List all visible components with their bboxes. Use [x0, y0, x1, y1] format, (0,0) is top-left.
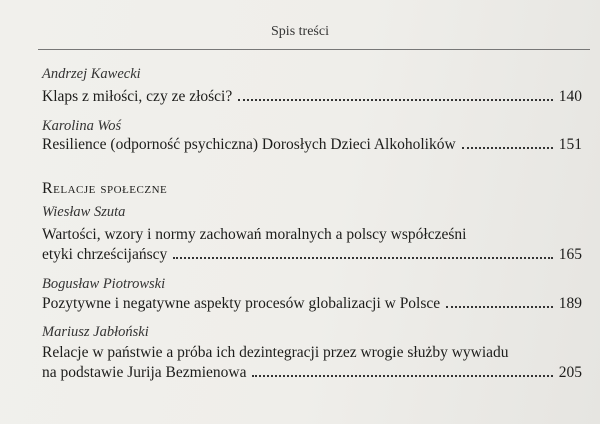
dot-leader	[252, 375, 552, 377]
toc-entry	[42, 246, 582, 264]
toc-entry-title: Wartości, wzory i normy zachowań moralnych a polscy współcześni	[42, 226, 467, 243]
toc-entry-title: Klaps z miłości, czy ze złości?	[42, 88, 233, 105]
toc-author: Karolina Woś	[42, 118, 122, 134]
toc-page-number: 151	[558, 136, 582, 153]
toc-entry-title: Resilience (odporność psychiczna) Dorosłych Dzieci Alkoholików	[42, 136, 456, 153]
dot-leader	[238, 99, 553, 101]
toc-entry	[42, 88, 582, 106]
toc-entry-title: Pozytywne i negatywne aspekty procesów globalizacji w Polsce	[42, 295, 441, 312]
toc-author: Mariusz Jabłoński	[42, 324, 149, 340]
dot-leader	[446, 306, 553, 308]
toc-entry	[42, 295, 582, 313]
section-heading: Relacje społeczne	[42, 180, 168, 197]
running-header: Spis treści	[271, 24, 329, 39]
toc-page-number: 165	[558, 246, 582, 263]
toc-page-number: 189	[558, 295, 582, 312]
toc-page-number: 140	[558, 88, 582, 105]
toc-entry-title-cont: na podstawie Jurija Bezmienowa	[42, 364, 247, 381]
toc-author: Wiesław Szuta	[42, 204, 126, 220]
toc-entry	[42, 364, 582, 382]
dot-leader	[173, 257, 553, 259]
toc-entry-title-cont: etyki chrześcijańscy	[42, 246, 168, 263]
toc-entry-title: Relacje w państwie a próba ich dezintegracji przez wrogie służby wywiadu	[42, 344, 509, 361]
toc-author: Bogusław Piotrowski	[42, 276, 166, 292]
dot-leader	[462, 147, 553, 149]
toc-page-number: 205	[558, 364, 582, 381]
toc-author: Andrzej Kawecki	[42, 66, 141, 82]
toc-entry	[42, 136, 582, 154]
